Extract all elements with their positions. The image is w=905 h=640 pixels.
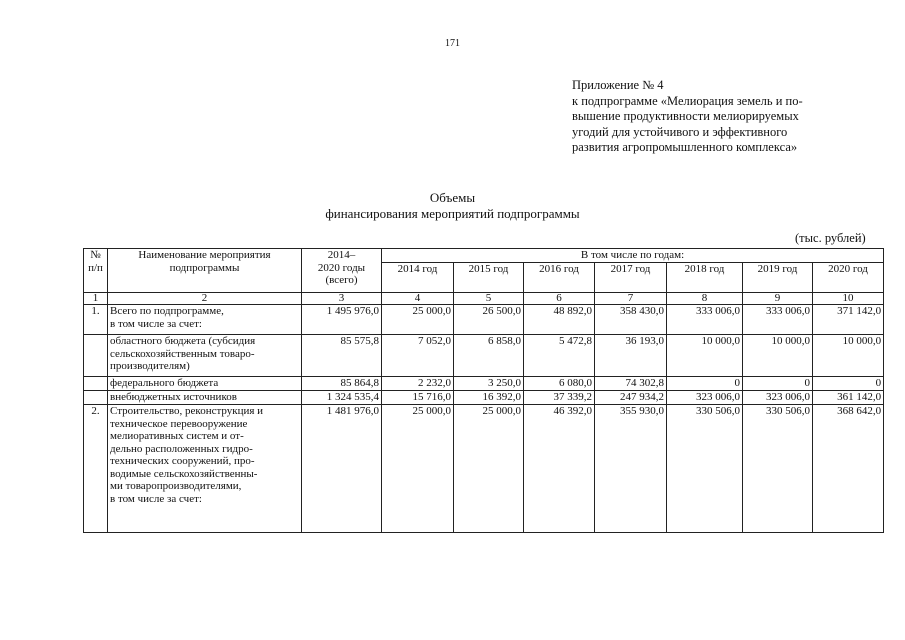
appendix-line: вышение продуктивности мелиорируемых (572, 109, 799, 123)
column-number: 6 (524, 293, 595, 305)
row-year-value: 358 430,0 (595, 305, 667, 335)
row-name: внебюджетных источников (108, 391, 302, 405)
row-year-value: 323 006,0 (743, 391, 813, 405)
row-number: 2. (84, 405, 108, 533)
row-year-value: 36 193,0 (595, 335, 667, 377)
table-row (84, 391, 884, 405)
row-number (84, 391, 108, 405)
appendix-line: Приложение № 4 (572, 78, 664, 92)
column-number: 5 (454, 293, 524, 305)
table-row (84, 305, 884, 335)
page-number: 171 (445, 38, 460, 49)
row-year-value: 6 080,0 (524, 377, 595, 391)
column-number: 10 (813, 293, 884, 305)
row-year-value: 6 858,0 (454, 335, 524, 377)
row-year-value: 10 000,0 (813, 335, 884, 377)
appendix-line: к подпрограмме «Мелиорация земель и по- (572, 93, 803, 108)
row-year-value: 25 000,0 (454, 405, 524, 533)
row-year-value: 3 250,0 (454, 377, 524, 391)
header-year: 2020 год (813, 263, 884, 293)
row-year-value: 25 000,0 (382, 305, 454, 335)
row-year-value: 371 142,0 (813, 305, 884, 335)
header-year: 2018 год (667, 263, 743, 293)
row-total: 1 495 976,0 (302, 305, 382, 335)
row-year-value: 7 052,0 (382, 335, 454, 377)
row-year-value: 333 006,0 (743, 305, 813, 335)
row-total: 1 324 535,4 (302, 391, 382, 405)
row-total: 1 481 976,0 (302, 405, 382, 533)
row-total: 85 864,8 (302, 377, 382, 391)
row-total: 85 575,8 (302, 335, 382, 377)
row-year-value: 25 000,0 (382, 405, 454, 533)
row-year-value: 355 930,0 (595, 405, 667, 533)
header-year: 2016 год (524, 263, 595, 293)
row-year-value: 368 642,0 (813, 405, 884, 533)
appendix-line: развития агропромышленного комплекса» (572, 140, 798, 154)
column-number: 7 (595, 293, 667, 305)
header-by-year: В том числе по годам: (382, 249, 884, 263)
row-year-value: 10 000,0 (743, 335, 813, 377)
row-year-value: 247 934,2 (595, 391, 667, 405)
row-year-value: 10 000,0 (667, 335, 743, 377)
row-year-value: 0 (813, 377, 884, 391)
row-year-value: 361 142,0 (813, 391, 884, 405)
row-year-value: 330 506,0 (667, 405, 743, 533)
column-number: 8 (667, 293, 743, 305)
header-year: 2017 год (595, 263, 667, 293)
row-year-value: 46 392,0 (524, 405, 595, 533)
row-number (84, 377, 108, 391)
column-numbers-row (84, 293, 884, 305)
title-line: Объемы (429, 190, 476, 205)
row-year-value: 5 472,8 (524, 335, 595, 377)
column-number: 2 (108, 293, 302, 305)
table-row (84, 405, 884, 533)
header-total: 2014– 2020 годы (всего) (302, 249, 382, 293)
header-name: Наименование мероприятия подпрограммы (108, 249, 302, 293)
row-year-value: 16 392,0 (454, 391, 524, 405)
title-line: финансирования мероприятий подпрограммы (325, 206, 580, 221)
table-row (84, 335, 884, 377)
header-row (84, 249, 884, 263)
row-year-value: 74 302,8 (595, 377, 667, 391)
document-title (0, 190, 905, 222)
appendix-line: угодий для устойчивого и эффективного (572, 124, 788, 139)
table-row (84, 377, 884, 391)
header-year: 2014 год (382, 263, 454, 293)
row-year-value: 37 339,2 (524, 391, 595, 405)
row-year-value: 26 500,0 (454, 305, 524, 335)
header-year: 2015 год (454, 263, 524, 293)
row-year-value: 2 232,0 (382, 377, 454, 391)
row-year-value: 48 892,0 (524, 305, 595, 335)
header-num: № п/п (84, 249, 108, 293)
units-label: (тыс. рублей) (795, 231, 866, 245)
financing-table (83, 248, 884, 533)
column-number: 9 (743, 293, 813, 305)
row-number (84, 335, 108, 377)
row-year-value: 330 506,0 (743, 405, 813, 533)
column-number: 1 (84, 293, 108, 305)
row-year-value: 0 (667, 377, 743, 391)
appendix-block (572, 78, 803, 156)
row-name: Строительство, реконструкция и техническое перевооружение мелиоративных систем и от- дельно расположенных гидро- технических сооружений, про- водимые сельскохозяйственны- ми товаропроизводителями, в том числе за счет: (108, 405, 302, 533)
column-number: 3 (302, 293, 382, 305)
row-number: 1. (84, 305, 108, 335)
column-number: 4 (382, 293, 454, 305)
header-year: 2019 год (743, 263, 813, 293)
row-year-value: 0 (743, 377, 813, 391)
row-name: федерального бюджета (108, 377, 302, 391)
row-year-value: 333 006,0 (667, 305, 743, 335)
row-year-value: 323 006,0 (667, 391, 743, 405)
row-name: областного бюджета (субсидия сельскохозяйственным товаро- производителям) (108, 335, 302, 377)
row-name: Всего по подпрограмме, в том числе за счет: (108, 305, 302, 335)
row-year-value: 15 716,0 (382, 391, 454, 405)
